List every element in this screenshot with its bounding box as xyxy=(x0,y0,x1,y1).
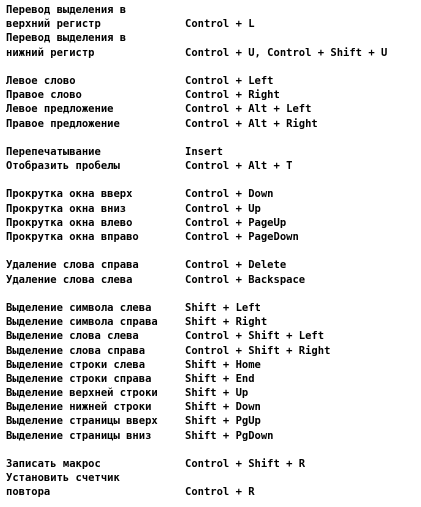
action-label: Правое предложение xyxy=(6,117,120,130)
action-label: Установить счетчик xyxy=(6,472,120,485)
key-combination: Shift + PgUp xyxy=(185,415,261,428)
key-combination: Shift + PgDown xyxy=(185,429,274,442)
shortcut-row xyxy=(6,429,418,443)
action-label: Выделение страницы вверх xyxy=(6,415,158,428)
action-label: Прокрутка окна влево xyxy=(6,216,133,229)
key-combination: Control + L xyxy=(185,18,255,31)
key-combination: Control + PageDown xyxy=(185,231,299,243)
shortcut-row xyxy=(6,329,418,343)
action-label: Выделение символа слева xyxy=(6,301,152,314)
action-label: Левое слово xyxy=(6,74,76,87)
action-label: Выделение строки слева xyxy=(6,358,146,371)
group-separator xyxy=(6,287,418,301)
key-combination: Shift + Down xyxy=(185,401,261,414)
shortcut-row xyxy=(6,216,418,230)
shortcut-row xyxy=(6,386,418,400)
group-separator xyxy=(6,60,418,74)
key-combination: Control + Backspace xyxy=(185,273,306,286)
key-combination: Shift + Right xyxy=(185,316,268,329)
key-combination: Control + Alt + T xyxy=(185,160,293,173)
shortcut-row xyxy=(6,159,418,173)
action-label: Правое слово xyxy=(6,89,82,102)
shortcut-row xyxy=(6,187,418,201)
action-label: Левое предложение xyxy=(6,103,114,116)
shortcut-row xyxy=(6,457,418,471)
shortcut-row xyxy=(6,258,418,272)
key-combination xyxy=(185,471,418,485)
key-combination: Control + Left xyxy=(185,74,274,87)
shortcut-row xyxy=(6,202,418,216)
key-combination xyxy=(185,31,418,45)
group-separator xyxy=(6,173,418,187)
shortcut-row xyxy=(6,46,418,60)
key-combination: Shift + Home xyxy=(185,358,261,371)
shortcut-row xyxy=(6,74,418,88)
action-label: Записать макрос xyxy=(6,458,101,470)
key-combination xyxy=(185,3,418,17)
shortcut-row xyxy=(6,230,418,244)
action-label: Перевод выделения в xyxy=(6,4,127,16)
shortcut-row xyxy=(6,400,418,414)
key-combination: Control + U, Control + Shift + U xyxy=(185,46,388,59)
shortcut-row xyxy=(6,372,418,386)
key-combination: Control + Down xyxy=(185,188,274,201)
key-combination: Control + Shift + Right xyxy=(185,344,331,357)
key-combination: Control + R xyxy=(185,486,255,499)
action-label: Прокрутка окна вправо xyxy=(6,231,139,243)
key-combination: Control + Delete xyxy=(185,259,287,272)
action-label: Выделение строки справа xyxy=(6,372,152,385)
action-label: Выделение верхней строки xyxy=(6,387,158,400)
key-combination: Control + Shift + R xyxy=(185,458,306,470)
group-separator xyxy=(6,443,418,457)
shortcut-row xyxy=(6,414,418,428)
action-label: Выделение слова справа xyxy=(6,344,146,357)
shortcut-row xyxy=(6,88,418,102)
action-label: Выделение страницы вниз xyxy=(6,429,152,442)
action-label: Прокрутка окна вниз xyxy=(6,202,127,215)
shortcut-row xyxy=(6,471,418,485)
shortcut-row xyxy=(6,3,418,17)
action-label: повтора xyxy=(6,486,51,499)
key-combination: Control + Up xyxy=(185,202,261,215)
group-separator xyxy=(6,244,418,258)
action-label: Удаление слова справа xyxy=(6,259,139,272)
shortcut-row xyxy=(6,301,418,315)
shortcut-row xyxy=(6,102,418,116)
action-label: нижний регистр xyxy=(6,46,95,59)
shortcut-row xyxy=(6,344,418,358)
key-combination: Control + Shift + Left xyxy=(185,330,325,343)
action-label: Удаление слова слева xyxy=(6,273,133,286)
key-combination: Insert xyxy=(185,145,223,158)
action-label: Выделение нижней строки xyxy=(6,401,152,414)
key-combination: Control + PageUp xyxy=(185,216,287,229)
action-label: верхний регистр xyxy=(6,18,101,31)
group-separator xyxy=(6,131,418,145)
shortcut-row xyxy=(6,31,418,45)
action-label: Выделение символа справа xyxy=(6,316,158,329)
shortcut-row xyxy=(6,117,418,131)
shortcut-row xyxy=(6,485,418,499)
shortcut-list xyxy=(6,3,418,500)
key-combination: Control + Right xyxy=(185,89,280,102)
shortcut-row xyxy=(6,145,418,159)
action-label: Отобразить пробелы xyxy=(6,160,120,173)
shortcut-row xyxy=(6,17,418,31)
shortcut-row xyxy=(6,358,418,372)
key-combination: Shift + Up xyxy=(185,387,249,400)
action-label: Перепечатывание xyxy=(6,145,101,158)
shortcut-row xyxy=(6,273,418,287)
key-combination: Control + Alt + Right xyxy=(185,117,318,130)
key-combination: Control + Alt + Left xyxy=(185,103,312,116)
action-label: Перевод выделения в xyxy=(6,32,127,45)
shortcut-row xyxy=(6,315,418,329)
action-label: Выделение слова слева xyxy=(6,330,139,343)
key-combination: Shift + End xyxy=(185,372,255,385)
action-label: Прокрутка окна вверх xyxy=(6,188,133,201)
key-combination: Shift + Left xyxy=(185,301,261,314)
